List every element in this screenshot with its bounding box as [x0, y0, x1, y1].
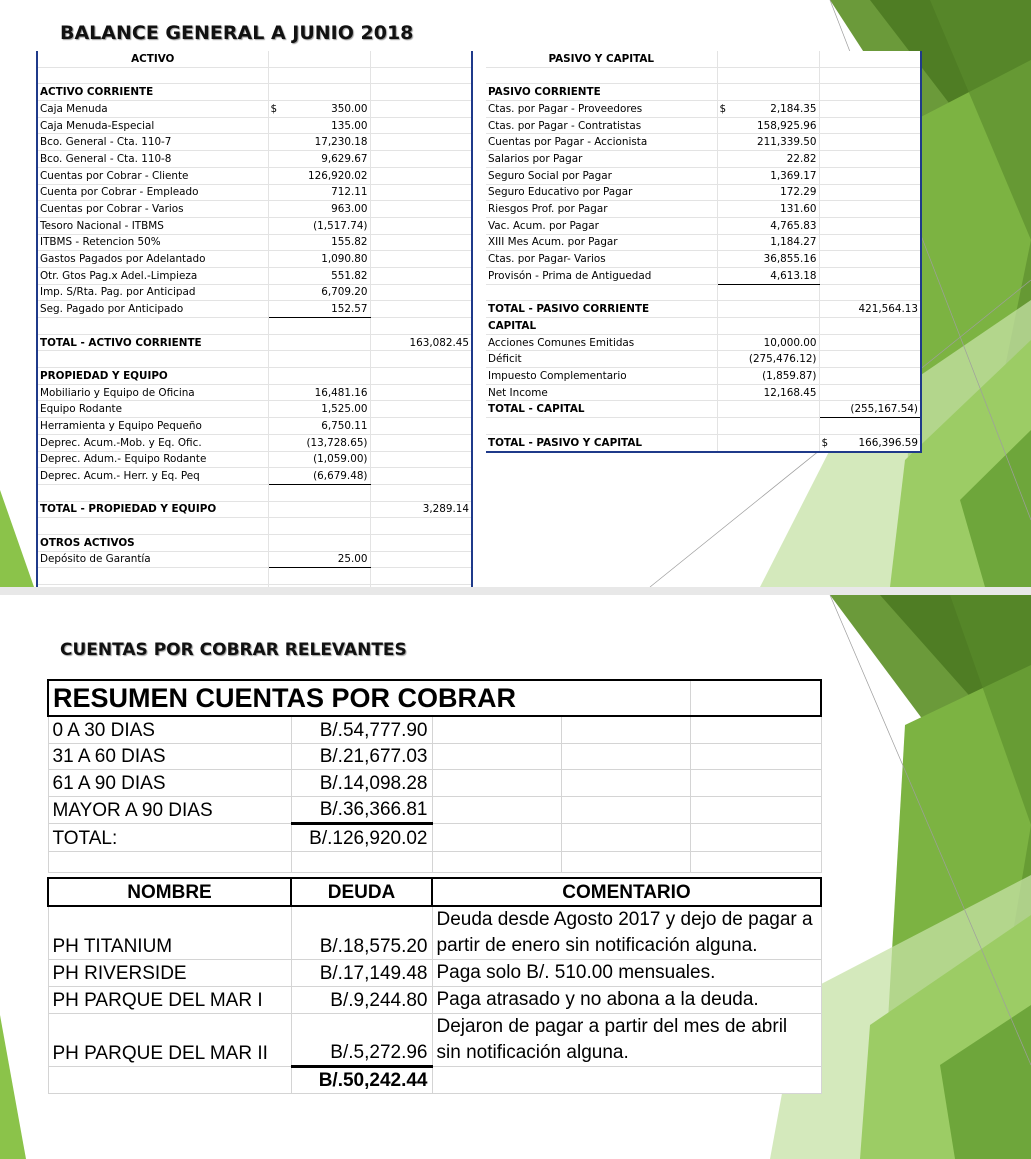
currency-symbol: $ — [719, 102, 727, 115]
blank-row — [37, 518, 472, 535]
section-label: ACTIVO CORRIENTE — [37, 84, 268, 101]
account-amount: 2,184.35 — [770, 102, 817, 115]
debtor-debt: B/.9,244.80 — [291, 986, 432, 1013]
section-title: CUENTAS POR COBRAR RELEVANTES — [60, 640, 407, 660]
account-label: Bco. General - Cta. 110-7 — [37, 134, 268, 151]
account-label: Ctas. por Pagar - Contratistas — [486, 117, 717, 134]
account-row — [486, 368, 921, 385]
account-row — [37, 134, 472, 151]
account-label: XIII Mes Acum. por Pagar — [486, 234, 717, 251]
account-amount: (13,728.65) — [306, 436, 368, 449]
aging-amount: B/.14,098.28 — [291, 770, 432, 797]
account-label: Acciones Comunes Emitidas — [486, 334, 717, 351]
header-row — [37, 51, 472, 67]
account-amount: 158,925.96 — [757, 119, 817, 132]
total-amount: 163,082.45 — [409, 336, 469, 349]
section-label: PASIVO CORRIENTE — [486, 84, 717, 101]
account-row — [37, 401, 472, 418]
account-amount: (275,476.12) — [748, 353, 817, 366]
account-label: Vac. Acum. por Pagar — [486, 217, 717, 234]
summary-row — [48, 716, 821, 743]
account-row — [486, 117, 921, 134]
total-amount: 166,396.59 — [858, 436, 918, 449]
total-label: TOTAL - CAPITAL — [486, 401, 717, 418]
pasivo-table — [486, 51, 922, 453]
blank-row — [486, 284, 921, 301]
account-row — [37, 284, 472, 301]
account-amount: 17,230.18 — [314, 136, 368, 149]
total-label: TOTAL - PASIVO CORRIENTE — [486, 301, 717, 318]
account-row — [37, 267, 472, 284]
account-label: Herramienta y Equipo Pequeño — [37, 418, 268, 435]
account-amount: 22.82 — [786, 152, 817, 165]
account-amount: 12,168.45 — [763, 386, 817, 399]
account-row — [486, 134, 921, 151]
total-row — [486, 301, 921, 318]
total-row — [486, 434, 921, 451]
account-row — [486, 101, 921, 118]
account-row — [486, 184, 921, 201]
account-label: Deprec. Acum.- Herr. y Eq. Peq — [37, 468, 268, 485]
summary-row — [48, 824, 821, 852]
pasivo-header: PASIVO Y CAPITAL — [486, 51, 717, 67]
account-row — [37, 101, 472, 118]
blank-row — [37, 568, 472, 585]
receivables-slide — [0, 595, 1031, 1159]
aging-label: 31 A 60 DIAS — [48, 743, 291, 770]
account-amount: 1,090.80 — [321, 253, 368, 266]
account-row — [37, 451, 472, 468]
aging-label: 0 A 30 DIAS — [48, 716, 291, 743]
total-amount: 3,289.14 — [422, 503, 469, 516]
section-row — [37, 368, 472, 385]
total-label: TOTAL - PROPIEDAD Y EQUIPO — [37, 501, 268, 518]
debtor-name: PH PARQUE DEL MAR I — [48, 986, 291, 1013]
spacer-row — [48, 851, 821, 872]
section-label: OTROS ACTIVOS — [37, 534, 268, 551]
header-row — [486, 51, 921, 67]
account-label: Seguro Social por Pagar — [486, 167, 717, 184]
detail-table — [47, 877, 822, 1094]
section-label: PROPIEDAD Y EQUIPO — [37, 368, 268, 385]
account-label: Impuesto Complementario — [486, 368, 717, 385]
account-label: Mobiliario y Equipo de Oficina — [37, 384, 268, 401]
account-label: Provisón - Prima de Antiguedad — [486, 267, 717, 284]
summary-row — [48, 796, 821, 824]
currency-symbol: $ — [821, 436, 829, 449]
account-row — [486, 267, 921, 284]
account-row — [37, 301, 472, 318]
debtor-name: PH TITANIUM — [48, 906, 291, 960]
account-amount: (1,059.00) — [313, 453, 368, 466]
account-row — [37, 234, 472, 251]
debtor-row — [48, 986, 821, 1013]
aging-amount: B/.36,366.81 — [291, 796, 432, 824]
account-amount: (6,679.48) — [313, 470, 368, 483]
account-label: Otr. Gtos Pag.x Adel.-Limpieza — [37, 267, 268, 284]
activo-table — [36, 51, 473, 636]
aging-amount: B/.54,777.90 — [291, 716, 432, 743]
account-row — [37, 468, 472, 485]
account-row — [37, 117, 472, 134]
account-label: Caja Menuda-Especial — [37, 117, 268, 134]
blank-row — [37, 318, 472, 335]
account-row — [486, 251, 921, 268]
account-row — [486, 167, 921, 184]
section-row — [486, 84, 921, 101]
account-label: Cuenta por Cobrar - Empleado — [37, 184, 268, 201]
account-label: Deprec. Acum.-Mob. y Eq. Ofic. — [37, 434, 268, 451]
detail-total-row — [48, 1066, 821, 1094]
account-amount: 36,855.16 — [763, 253, 817, 266]
blank-row — [37, 484, 472, 501]
debtor-debt: B/.18,575.20 — [291, 906, 432, 960]
account-row — [486, 217, 921, 234]
summary-row — [48, 770, 821, 797]
account-label: Imp. S/Rta. Pag. por Anticipad — [37, 284, 268, 301]
account-label: Seg. Pagado por Anticipado — [37, 301, 268, 318]
slide-divider — [0, 587, 1031, 595]
account-amount: 10,000.00 — [763, 336, 817, 349]
summary-title-row — [48, 680, 821, 716]
account-amount: 1,525.00 — [321, 403, 368, 416]
account-amount: 712.11 — [331, 186, 368, 199]
account-label: Gastos Pagados por Adelantado — [37, 251, 268, 268]
debtor-comment: Dejaron de pagar a partir del mes de abril sin notificación alguna. — [432, 1013, 821, 1066]
account-amount: (1,859.87) — [762, 369, 817, 382]
account-amount: 551.82 — [331, 269, 368, 282]
account-amount: 9,629.67 — [321, 152, 368, 165]
account-row — [37, 184, 472, 201]
account-label: Cuentas por Pagar - Accionista — [486, 134, 717, 151]
account-label: Deprec. Adum.- Equipo Rodante — [37, 451, 268, 468]
account-amount: 4,613.18 — [770, 269, 817, 282]
blank-row — [486, 418, 921, 435]
account-label: Bco. General - Cta. 110-8 — [37, 151, 268, 168]
account-row — [486, 351, 921, 368]
account-amount: (1,517.74) — [313, 219, 368, 232]
account-row — [37, 201, 472, 218]
debtor-comment: Paga atrasado y no abona a la deuda. — [432, 986, 821, 1013]
account-amount: 4,765.83 — [770, 219, 817, 232]
account-amount: 152.57 — [331, 303, 368, 316]
account-row — [37, 434, 472, 451]
account-amount: 131.60 — [780, 203, 817, 216]
account-label: Depósito de Garantía — [37, 551, 268, 568]
blank-row — [37, 351, 472, 368]
total-row — [37, 501, 472, 518]
total-row — [486, 401, 921, 418]
debtor-comment: Paga solo B/. 510.00 mensuales. — [432, 959, 821, 986]
header-name: NOMBRE — [48, 878, 291, 906]
account-amount: 6,709.20 — [321, 286, 368, 299]
account-label: ITBMS - Retencion 50% — [37, 234, 268, 251]
section-row — [37, 534, 472, 551]
total-label: TOTAL - PASIVO Y CAPITAL — [486, 434, 717, 451]
section-label: CAPITAL — [486, 318, 717, 335]
account-row — [486, 384, 921, 401]
total-row — [37, 334, 472, 351]
total-label: TOTAL - ACTIVO CORRIENTE — [37, 334, 268, 351]
debtor-row — [48, 959, 821, 986]
debtor-row — [48, 906, 821, 960]
debt-total: B/.50,242.44 — [291, 1066, 432, 1094]
account-label: Net Income — [486, 384, 717, 401]
section-row — [37, 84, 472, 101]
account-row — [37, 551, 472, 568]
account-row — [486, 201, 921, 218]
account-row — [37, 384, 472, 401]
section-row — [486, 318, 921, 335]
account-amount: 172.29 — [780, 186, 817, 199]
account-row — [486, 151, 921, 168]
account-label: Equipo Rodante — [37, 401, 268, 418]
account-label: Cuentas por Cobrar - Varios — [37, 201, 268, 218]
account-amount: 1,184.27 — [770, 236, 817, 249]
blank-row — [486, 67, 921, 84]
account-label: Tesoro Nacional - ITBMS — [37, 217, 268, 234]
account-label: Caja Menuda — [37, 101, 268, 118]
account-row — [486, 334, 921, 351]
account-label: Cuentas por Cobrar - Cliente — [37, 167, 268, 184]
total-amount: 421,564.13 — [858, 303, 918, 316]
summary-title: RESUMEN CUENTAS POR COBRAR — [48, 680, 690, 716]
account-amount: 1,369.17 — [770, 169, 817, 182]
aging-label: 61 A 90 DIAS — [48, 770, 291, 797]
account-amount: 350.00 — [331, 102, 368, 115]
account-amount: 126,920.02 — [308, 169, 368, 182]
account-amount: 25.00 — [337, 553, 368, 566]
aging-amount: B/.21,677.03 — [291, 743, 432, 770]
account-amount: 16,481.16 — [314, 386, 368, 399]
page-title: BALANCE GENERAL A JUNIO 2018 — [60, 22, 414, 44]
account-amount: 135.00 — [331, 119, 368, 132]
summary-table — [47, 679, 822, 873]
debtor-row — [48, 1013, 821, 1066]
header-comment: COMENTARIO — [432, 878, 821, 906]
detail-header-row — [48, 878, 821, 906]
total-amount: (255,167.54) — [850, 403, 918, 416]
account-row — [37, 167, 472, 184]
account-amount: 155.82 — [331, 236, 368, 249]
debtor-comment: Deuda desde Agosto 2017 y dejo de pagar a partir de enero sin notificación alguna. — [432, 906, 821, 960]
activo-header: ACTIVO — [37, 51, 268, 67]
debtor-debt: B/.5,272.96 — [291, 1013, 432, 1066]
aging-label: MAYOR A 90 DIAS — [48, 796, 291, 824]
account-label: Seguro Educativo por Pagar — [486, 184, 717, 201]
blank-row — [37, 67, 472, 84]
account-label: Déficit — [486, 351, 717, 368]
currency-symbol: $ — [270, 102, 278, 115]
account-label: Ctas. por Pagar- Varios — [486, 251, 717, 268]
account-row — [37, 217, 472, 234]
account-row — [37, 251, 472, 268]
account-row — [37, 151, 472, 168]
account-row — [37, 418, 472, 435]
account-label: Ctas. por Pagar - Proveedores — [486, 101, 717, 118]
account-label: Riesgos Prof. por Pagar — [486, 201, 717, 218]
account-amount: 6,750.11 — [321, 419, 368, 432]
header-debt: DEUDA — [291, 878, 432, 906]
debtor-debt: B/.17,149.48 — [291, 959, 432, 986]
account-label: Salarios por Pagar — [486, 151, 717, 168]
account-row — [486, 234, 921, 251]
aging-amount: B/.126,920.02 — [291, 824, 432, 852]
aging-label: TOTAL: — [48, 824, 291, 852]
account-amount: 211,339.50 — [757, 136, 817, 149]
debtor-name: PH PARQUE DEL MAR II — [48, 1013, 291, 1066]
account-amount: 963.00 — [331, 203, 368, 216]
debtor-name: PH RIVERSIDE — [48, 959, 291, 986]
summary-row — [48, 743, 821, 770]
